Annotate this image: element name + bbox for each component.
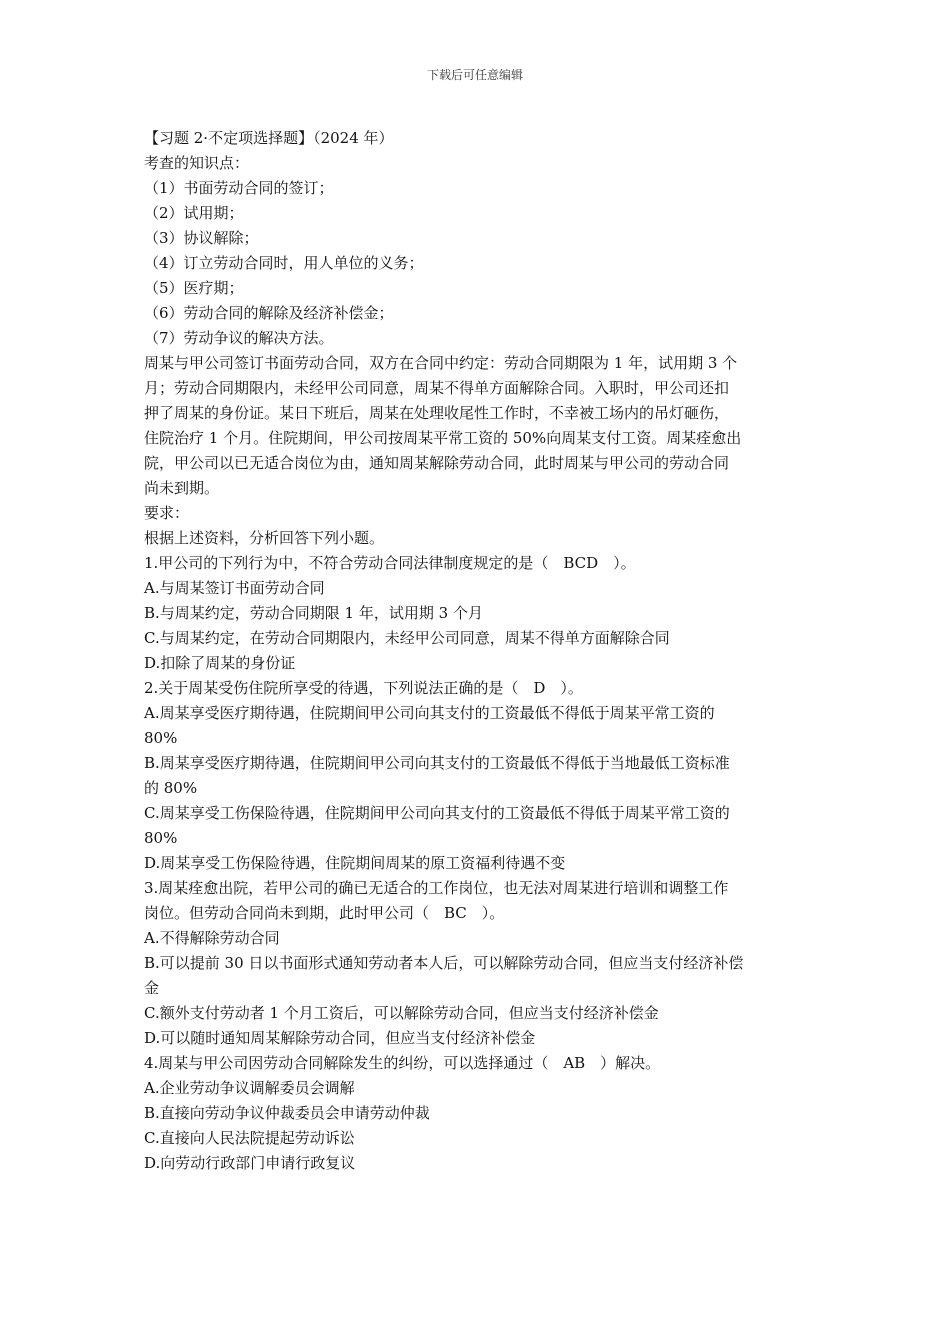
- option-d: D.可以随时通知周某解除劳动合同，但应当支付经济补偿金: [144, 1029, 536, 1047]
- knowledge-item: （6）劳动合同的解除及经济补偿金；: [144, 304, 394, 322]
- exercise-title: 【习题 2·不定项选择题】（2024 年）: [144, 129, 394, 147]
- knowledge-item: （5）医疗期；: [144, 279, 244, 297]
- document-body: [144, 126, 812, 1176]
- question-2: [144, 676, 812, 876]
- option-d: D.周某享受工伤保险待遇，住院期间周某的原工资福利待遇不变: [144, 854, 566, 872]
- option-c: C.额外支付劳动者 1 个月工资后，可以解除劳动合同，但应当支付经济补偿金: [144, 1004, 659, 1022]
- question-stem: 1.甲公司的下列行为中，不符合劳动合同法律制度规定的是（ BCD ）。: [144, 554, 636, 572]
- option-b: B.与周某约定，劳动合同期限 1 年，试用期 3 个月: [144, 604, 483, 622]
- option-d: D.扣除了周某的身份证: [144, 654, 296, 672]
- option-a-continued: 80%: [144, 729, 178, 747]
- knowledge-item: （7）劳动争议的解决方法。: [144, 329, 334, 347]
- option-a: A.企业劳动争议调解委员会调解: [144, 1079, 355, 1097]
- option-c-continued: 80%: [144, 829, 178, 847]
- question-4: [144, 1051, 812, 1176]
- knowledge-item: （4）订立劳动合同时，用人单位的义务；: [144, 254, 424, 272]
- option-b: B.可以提前 30 日以书面形式通知劳动者本人后，可以解除劳动合同，但应当支付经济补偿: [144, 954, 744, 972]
- case-line: 押了周某的身份证。某日下班后，周某在处理收尾性工作时，不幸被工场内的吊灯砸伤，: [144, 404, 730, 422]
- requirement-heading: 要求：: [144, 504, 190, 522]
- case-line: 院，甲公司以已无适合岗位为由，通知周某解除劳动合同，此时周某与甲公司的劳动合同: [144, 454, 730, 472]
- knowledge-item: （1）书面劳动合同的签订；: [144, 179, 334, 197]
- option-b-continued: 的 80%: [144, 779, 198, 797]
- knowledge-list: [144, 176, 812, 351]
- option-d: D.向劳动行政部门申请行政复议: [144, 1154, 356, 1172]
- knowledge-heading: 考查的知识点：: [144, 154, 250, 172]
- option-c: C.直接向人民法院提起劳动诉讼: [144, 1129, 355, 1147]
- question-stem: 3.周某痊愈出院，若甲公司的确已无适合的工作岗位，也无法对周某进行培训和调整工作: [144, 879, 729, 897]
- option-a: A.周某享受医疗期待遇，住院期间甲公司向其支付的工资最低不得低于周某平常工资的: [144, 704, 715, 722]
- case-line: 住院治疗 1 个月。住院期间，甲公司按周某平常工资的 50%向周某支付工资。周某痊愈出: [144, 429, 742, 447]
- option-b-continued: 金: [144, 979, 160, 997]
- question-stem-continued: 岗位。但劳动合同尚未到期，此时甲公司（ BC ）。: [144, 904, 505, 922]
- case-line: 月；劳动合同期限内，未经甲公司同意，周某不得单方面解除合同。入职时，甲公司还扣: [144, 379, 730, 397]
- requirement-text: 根据上述资料，分析回答下列小题。: [144, 529, 385, 547]
- question-1: [144, 551, 812, 676]
- question-stem: 4.周某与甲公司因劳动合同解除发生的纠纷，可以选择通过（ AB ）解决。: [144, 1054, 661, 1072]
- knowledge-item: （2）试用期；: [144, 204, 244, 222]
- question-stem: 2.关于周某受伤住院所享受的待遇，下列说法正确的是（ D ）。: [144, 679, 583, 697]
- case-description: [144, 351, 812, 501]
- option-c: C.周某享受工伤保险待遇，住院期间甲公司向其支付的工资最低不得低于周某平常工资的: [144, 804, 730, 822]
- option-a: A.与周某签订书面劳动合同: [144, 579, 325, 597]
- question-3: [144, 876, 812, 1051]
- knowledge-item: （3）协议解除；: [144, 229, 259, 247]
- case-line: 尚未到期。: [144, 479, 220, 497]
- option-b: B.周某享受医疗期待遇，住院期间甲公司向其支付的工资最低不得低于当地最低工资标准: [144, 754, 730, 772]
- option-b: B.直接向劳动争议仲裁委员会申请劳动仲裁: [144, 1104, 430, 1122]
- option-a: A.不得解除劳动合同: [144, 929, 280, 947]
- case-line: 周某与甲公司签订书面劳动合同，双方在合同中约定：劳动合同期限为 1 年，试用期 3 个: [144, 354, 738, 372]
- option-c: C.与周某约定，在劳动合同期限内，未经甲公司同意，周某不得单方面解除合同: [144, 629, 670, 647]
- page-header: 下载后可任意编辑: [426, 68, 523, 82]
